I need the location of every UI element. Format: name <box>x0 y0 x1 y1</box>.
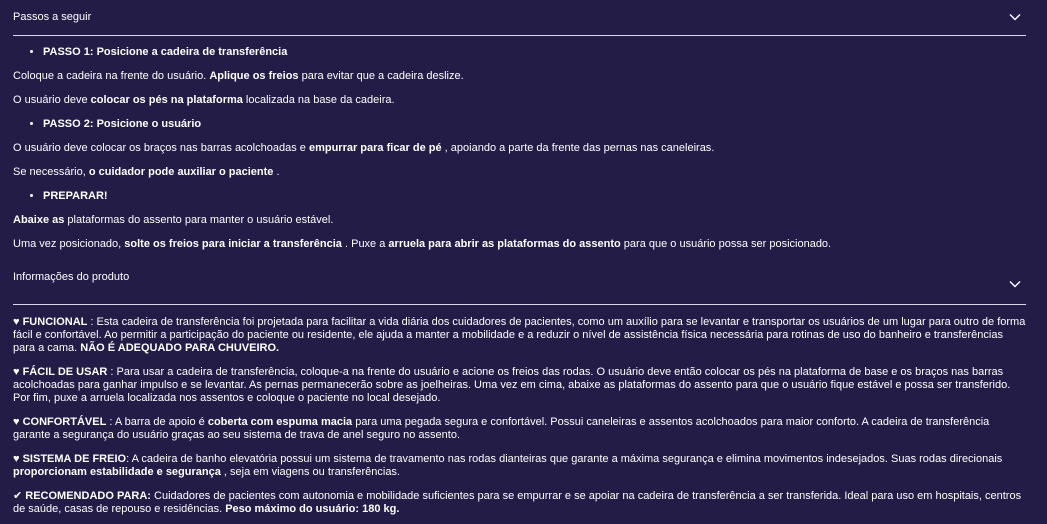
step-3-heading: • PREPARAR! <box>43 190 1026 203</box>
accordion-body-steps <box>13 46 1026 251</box>
accordion-title-steps: Passos a seguir <box>13 10 92 23</box>
step-2-heading: • PASSO 2: Posicione o usuário <box>43 118 1026 131</box>
step-2-line-1: O usuário deve colocar os braços nas barras acolchoadas e empurrar para ficar de pé , apoiando a parte da frente das pernas nas caneleiras. <box>13 142 715 154</box>
step-3-line-2: Uma vez posicionado, solte os freios para iniciar a transferência . Puxe a arruela para abrir as plataformas do assento para que o usuário possa ser posicionado. <box>13 238 832 250</box>
product-item-functional: ♥ FUNCIONAL : Esta cadeira de transferência foi projetada para facilitar a vida diária dos cuidadores de pacientes, como um auxílio para se levantar e transportar os usuários de um lugar para outro de forma fácil e confortável. Ao permitir a participação do paciente ou residente, ele ajuda a manter a mobilidade e a reduzir o nível de assistência física necessária para rotinas de uso do banheiro e transferências para a cama. NÃO É ADEQUADO PARA CHUVEIRO. <box>13 316 1026 354</box>
chevron-down-icon[interactable] <box>1008 277 1022 291</box>
product-item-easy-to-use: ♥ FÁCIL DE USAR : Para usar a cadeira de transferência, coloque-a na frente do usuário e acione os freios das rodas. O usuário deve então colocar os pés na plataforma de base e os braços nas barras acolchoadas para ganhar impulso e se levantar. As pernas permanecerão sobre as joelheiras. Uma vez em cima, abaixe as plataformas do assento para que o usuário fique estável e possa ser transferido. Por fim, puxe a arruela localizada nos assentos e coloque o paciente no local desejado. <box>13 366 1011 404</box>
product-item-recommended: ✔ RECOMENDADO PARA: Cuidadores de pacientes com autonomia e mobilidade suficientes para se empurrar e se apoiar na cadeira de transferência a ser transferida. Ideal para uso em hospitais, centros de saúde, casas de repouso e residências. Peso máximo do usuário: 180 kg. <box>13 490 1022 515</box>
accordion-header-product[interactable] <box>13 261 1026 305</box>
product-item-comfortable: ♥ CONFORTÁVEL : A barra de apoio é coberta com espuma macia para uma pegada segura e confortável. Possui caneleiras e assentos acolchoados para maior conforto. A cadeira de transferência garante a segurança do usuário graças ao seu sistema de trava de anel seguro no assento. <box>13 416 990 441</box>
step-1-heading: • PASSO 1: Posicione a cadeira de transferência <box>43 46 1026 59</box>
accordion-header-steps[interactable] <box>13 0 1026 36</box>
accordion-title-product: Informações do produto <box>13 271 130 283</box>
chevron-down-icon[interactable] <box>1008 10 1022 24</box>
step-2-line-2: Se necessário, o cuidador pode auxiliar o paciente . <box>13 166 280 178</box>
step-1-line-2: O usuário deve colocar os pés na plataforma localizada na base da cadeira. <box>13 94 395 106</box>
step-list <box>13 190 1026 203</box>
accordion-body-product <box>13 316 1026 516</box>
product-item-brake-system: ♥ SISTEMA DE FREIO: A cadeira de banho elevatória possui um sistema de travamento nas rodas dianteiras que garante a máxima segurança e elimina movimentos indesejados. Suas rodas direcionais proporcionam estabilidade e segurança , seja em viagens ou transferências. <box>13 453 1003 478</box>
step-3-line-1: Abaixe as plataformas do assento para manter o usuário estável. <box>13 214 334 226</box>
step-list <box>13 118 1026 131</box>
step-1-line-1: Coloque a cadeira na frente do usuário. Aplique os freios para evitar que a cadeira deslize. <box>13 70 464 82</box>
step-list <box>13 46 1026 59</box>
